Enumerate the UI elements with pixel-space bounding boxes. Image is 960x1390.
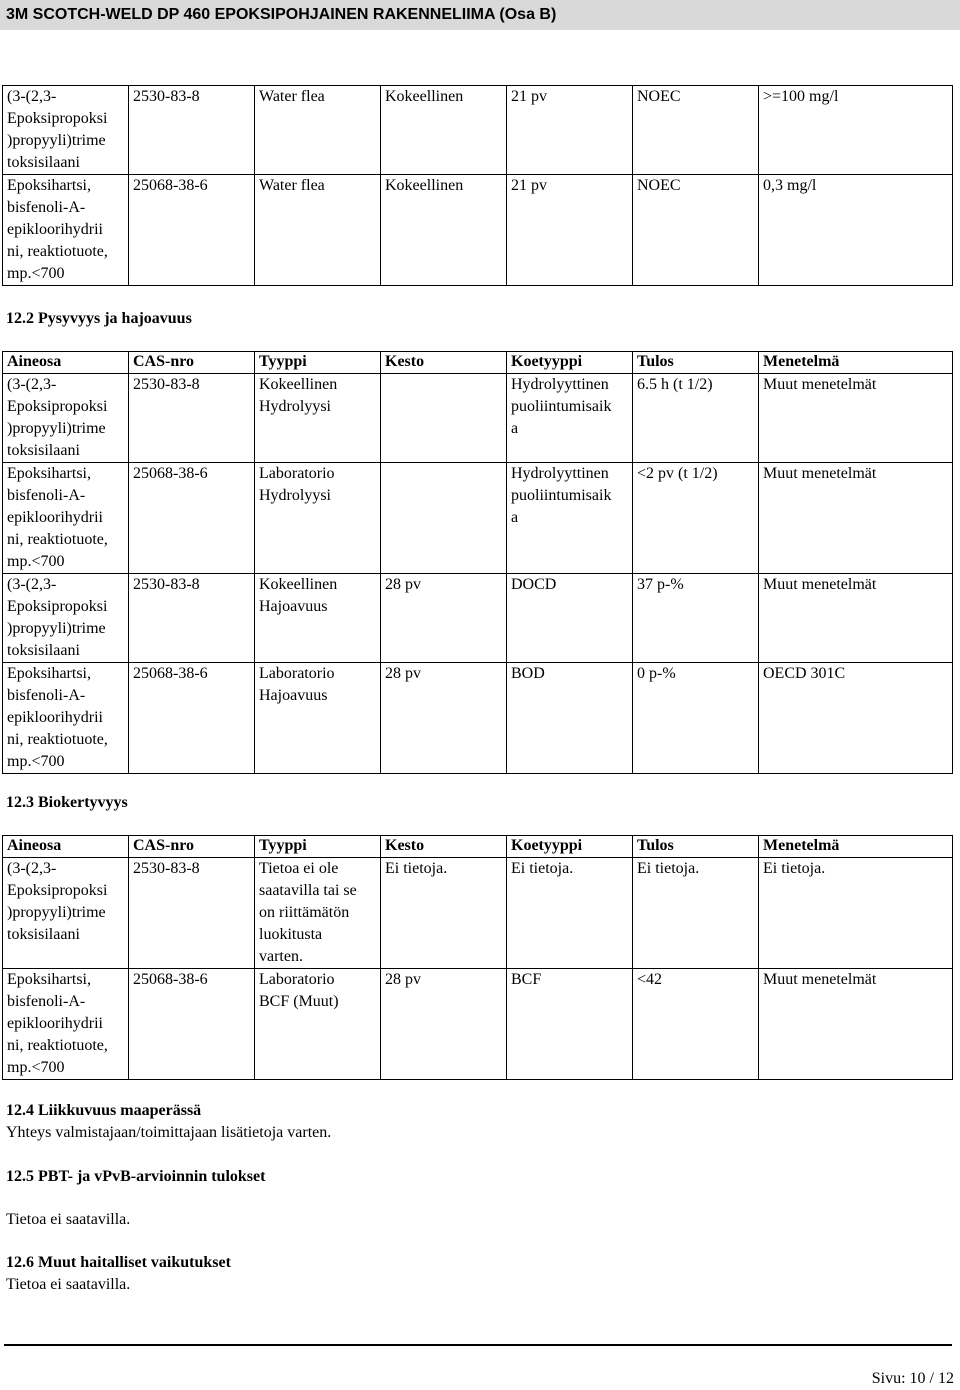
table-cell: (3-(2,3- Epoksipropoksi )propyyli)trime toksisilaani — [3, 86, 129, 175]
section-12-5-text: Tietoa ei saatavilla. — [6, 1211, 131, 1228]
table-cell: 21 pv — [507, 86, 633, 175]
table-cell: <42 — [633, 969, 759, 1080]
document-header-bar — [0, 0, 960, 30]
table-cell: Water flea — [255, 86, 381, 175]
table-cell: <2 pv (t 1/2) — [633, 463, 759, 574]
table-row — [3, 969, 953, 1080]
table-cell: Kokeellinen — [381, 175, 507, 286]
footer-divider — [4, 1344, 952, 1346]
persistence-table — [2, 351, 953, 774]
table-row — [3, 175, 953, 286]
column-header: Aineosa — [3, 836, 129, 858]
table-cell: DOCD — [507, 574, 633, 663]
table-cell: Water flea — [255, 175, 381, 286]
bioaccumulation-table — [2, 835, 953, 1080]
table-cell: NOEC — [633, 175, 759, 286]
table-cell: 0 p-% — [633, 663, 759, 774]
table-cell: >=100 mg/l — [759, 86, 953, 175]
table-cell: 6.5 h (t 1/2) — [633, 374, 759, 463]
table-cell: Ei tietoja. — [759, 858, 953, 969]
table-cell: Kokeellinen Hydrolyysi — [255, 374, 381, 463]
table-row — [3, 574, 953, 663]
table-cell: Muut menetelmät — [759, 374, 953, 463]
table-cell: 28 pv — [381, 574, 507, 663]
table-cell: (3-(2,3- Epoksipropoksi )propyyli)trime toksisilaani — [3, 374, 129, 463]
column-header: Tyyppi — [255, 352, 381, 374]
column-header: CAS-nro — [129, 352, 255, 374]
table-cell: (3-(2,3- Epoksipropoksi )propyyli)trime toksisilaani — [3, 858, 129, 969]
table-cell: 25068-38-6 — [129, 463, 255, 574]
section-12-2-title: 12.2 Pysyvyys ja hajoavuus — [6, 310, 192, 327]
table-cell: 2530-83-8 — [129, 574, 255, 663]
table-cell: OECD 301C — [759, 663, 953, 774]
column-header: Kesto — [381, 352, 507, 374]
table-cell: Muut menetelmät — [759, 969, 953, 1080]
table-row — [3, 663, 953, 774]
column-header: Menetelmä — [759, 836, 953, 858]
column-header: Tyyppi — [255, 836, 381, 858]
table-cell: Epoksihartsi, bisfenoli-A- epikloorihydrii ni, reaktiotuote, mp.<700 — [3, 969, 129, 1080]
table-cell: Epoksihartsi, bisfenoli-A- epikloorihydrii ni, reaktiotuote, mp.<700 — [3, 663, 129, 774]
table-cell: Laboratorio Hajoavuus — [255, 663, 381, 774]
section-12-5-title: 12.5 PBT- ja vPvB-arvioinnin tulokset — [6, 1168, 266, 1185]
table-cell: 2530-83-8 — [129, 858, 255, 969]
column-header: Aineosa — [3, 352, 129, 374]
table-cell: Hydrolyyttinen puoliintumisaik a — [507, 463, 633, 574]
table-cell — [381, 374, 507, 463]
table-cell: 2530-83-8 — [129, 86, 255, 175]
table-cell: BCF — [507, 969, 633, 1080]
column-header: Koetyyppi — [507, 352, 633, 374]
page-number: Sivu: 10 / 12 — [871, 1370, 954, 1387]
table-cell: 21 pv — [507, 175, 633, 286]
column-header: Menetelmä — [759, 352, 953, 374]
table-cell: Kokeellinen — [381, 86, 507, 175]
table-cell: Ei tietoja. — [507, 858, 633, 969]
table-cell: Laboratorio Hydrolyysi — [255, 463, 381, 574]
table-cell: 25068-38-6 — [129, 663, 255, 774]
table-cell: 0,3 mg/l — [759, 175, 953, 286]
table-row — [3, 463, 953, 574]
section-12-3-title: 12.3 Biokertyvyys — [6, 794, 128, 811]
table-row — [3, 86, 953, 175]
table-cell: Muut menetelmät — [759, 463, 953, 574]
column-header: Koetyyppi — [507, 836, 633, 858]
table-cell: 25068-38-6 — [129, 969, 255, 1080]
column-header: Tulos — [633, 836, 759, 858]
table-cell: 28 pv — [381, 969, 507, 1080]
column-header: CAS-nro — [129, 836, 255, 858]
document-title: 3M SCOTCH-WELD DP 460 EPOKSIPOHJAINEN RAKENNELIIMA (Osa B) — [6, 6, 557, 23]
table-cell: Kokeellinen Hajoavuus — [255, 574, 381, 663]
table-cell: (3-(2,3- Epoksipropoksi )propyyli)trime toksisilaani — [3, 574, 129, 663]
table-cell: Ei tietoja. — [633, 858, 759, 969]
table-cell — [381, 463, 507, 574]
table-cell: 2530-83-8 — [129, 374, 255, 463]
table-cell: Epoksihartsi, bisfenoli-A- epikloorihydrii ni, reaktiotuote, mp.<700 — [3, 175, 129, 286]
table-cell: Tietoa ei ole saatavilla tai se on riittämätön luokitusta varten. — [255, 858, 381, 969]
section-12-6-title: 12.6 Muut haitalliset vaikutukset — [6, 1254, 231, 1271]
table-cell: NOEC — [633, 86, 759, 175]
table-cell: BOD — [507, 663, 633, 774]
section-12-6-text: Tietoa ei saatavilla. — [6, 1276, 131, 1293]
table-cell: 28 pv — [381, 663, 507, 774]
table-cell: Ei tietoja. — [381, 858, 507, 969]
toxicity-table-continued — [2, 85, 953, 286]
table-row — [3, 858, 953, 969]
table-cell: 37 p-% — [633, 574, 759, 663]
column-header: Kesto — [381, 836, 507, 858]
table-cell: Muut menetelmät — [759, 574, 953, 663]
table-row — [3, 374, 953, 463]
section-12-4-text: Yhteys valmistajaan/toimittajaan lisätietoja varten. — [6, 1124, 332, 1141]
table-cell: 25068-38-6 — [129, 175, 255, 286]
column-header: Tulos — [633, 352, 759, 374]
table-cell: Epoksihartsi, bisfenoli-A- epikloorihydrii ni, reaktiotuote, mp.<700 — [3, 463, 129, 574]
table-cell: Hydrolyyttinen puoliintumisaik a — [507, 374, 633, 463]
table-cell: Laboratorio BCF (Muut) — [255, 969, 381, 1080]
section-12-4-title: 12.4 Liikkuvuus maaperässä — [6, 1102, 202, 1119]
